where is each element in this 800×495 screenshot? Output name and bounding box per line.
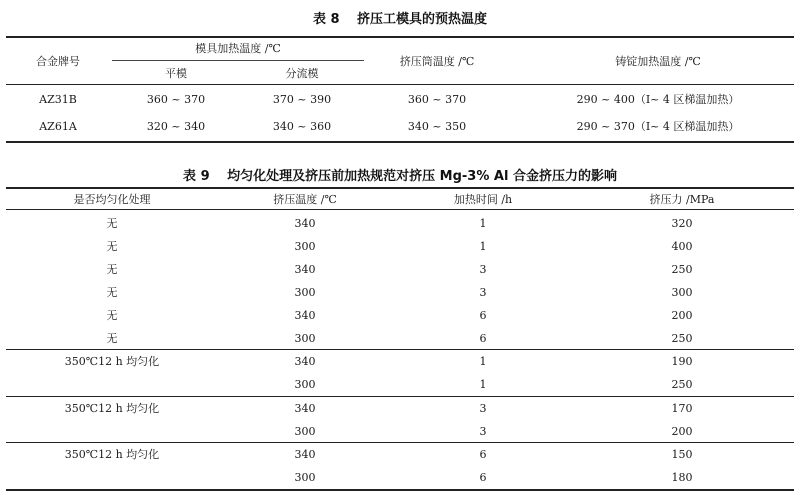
table9-row6-temp: 300 (294, 332, 316, 345)
table9-header-time: 加热时间 /h (453, 193, 513, 206)
table8-top-rule (6, 36, 794, 38)
table9-row4-temp: 300 (294, 286, 316, 299)
table9-row2-force: 400 (671, 240, 693, 253)
table9-row3-time: 3 (479, 263, 487, 276)
table9-header-rule (6, 209, 794, 210)
table8-group-rule (112, 60, 364, 61)
table9-row12-temp: 300 (294, 471, 316, 484)
table9-row6-time: 6 (479, 332, 487, 345)
table9-row12-time: 6 (479, 471, 487, 484)
table9-row2-temp: 300 (294, 240, 316, 253)
table9-group-rule-1 (6, 349, 794, 350)
table9-header-temp: 挤压温度 /℃ (273, 193, 337, 206)
table9-row11-force: 150 (671, 448, 693, 461)
table9-bottom-rule (6, 489, 794, 491)
table9-row4-time: 3 (479, 286, 487, 299)
table8-row1-billet: 290 ~ 400（Ⅰ~ 4 区梯温加热） (576, 93, 740, 106)
table9-row1-temp: 340 (294, 217, 316, 230)
table8-row1-container: 360 ~ 370 (407, 93, 467, 106)
table8-header-alloy: 合金牌号 (36, 55, 80, 68)
table9-top-rule (6, 187, 794, 189)
table9-row4-homogenized: 无 (106, 286, 118, 299)
table9-header-force: 挤压力 /MPa (649, 193, 715, 206)
table9-row7-time: 1 (479, 355, 487, 368)
table8-row1-porthole-die: 370 ~ 390 (272, 93, 332, 106)
table9-row1-time: 1 (479, 217, 487, 230)
table9-row11-homogenized: 350℃12 h 均匀化 (64, 448, 160, 461)
table9-row10-temp: 300 (294, 425, 316, 438)
table9-row12-force: 180 (671, 471, 693, 484)
table9-row5-homogenized: 无 (106, 309, 118, 322)
table8-header-porthole-die: 分流模 (285, 67, 319, 80)
table8-row1-alloy: AZ31B (39, 93, 77, 106)
table9-row6-force: 250 (671, 332, 693, 345)
table8-row2-porthole-die: 340 ~ 360 (272, 120, 332, 133)
table9-row9-temp: 340 (294, 402, 316, 415)
table9-row7-force: 190 (671, 355, 693, 368)
table8-caption: 表 8 挤压工模具的预热温度 (312, 12, 488, 27)
table9-group-rule-3 (6, 442, 794, 443)
table9-row3-homogenized: 无 (106, 263, 118, 276)
table8-header-die-group: 模具加热温度 /℃ (195, 42, 281, 55)
table8-row2-flat-die: 320 ~ 340 (146, 120, 206, 133)
table9-row1-force: 320 (671, 217, 693, 230)
table9-row1-homogenized: 无 (106, 217, 118, 230)
table8-row2-alloy: AZ61A (39, 120, 77, 133)
table8-header-billet: 铸锭加热温度 /℃ (615, 55, 701, 68)
table9-row7-temp: 340 (294, 355, 316, 368)
table8-row2-billet: 290 ~ 370（Ⅰ~ 4 区梯温加热） (576, 120, 740, 133)
table9-row7-homogenized: 350℃12 h 均匀化 (64, 355, 160, 368)
table9-row5-temp: 340 (294, 309, 316, 322)
table9-row9-homogenized: 350℃12 h 均匀化 (64, 402, 160, 415)
table9-row11-temp: 340 (294, 448, 316, 461)
table8-header-rule (6, 84, 794, 85)
table8-row1-flat-die: 360 ~ 370 (146, 93, 206, 106)
table9-row8-temp: 300 (294, 378, 316, 391)
table9-header-homogenized: 是否均匀化处理 (73, 193, 151, 206)
table8-row2-container: 340 ~ 350 (407, 120, 467, 133)
table9-row5-time: 6 (479, 309, 487, 322)
table9-row3-force: 250 (671, 263, 693, 276)
table9-row2-homogenized: 无 (106, 240, 118, 253)
table9-row9-force: 170 (671, 402, 693, 415)
table9-group-rule-2 (6, 396, 794, 397)
table9-row9-time: 3 (479, 402, 487, 415)
table9-row4-force: 300 (671, 286, 693, 299)
table9-row2-time: 1 (479, 240, 487, 253)
table9-row10-force: 200 (671, 425, 693, 438)
table9-row11-time: 6 (479, 448, 487, 461)
table9-row8-force: 250 (671, 378, 693, 391)
table9-row8-time: 1 (479, 378, 487, 391)
table9-row3-temp: 340 (294, 263, 316, 276)
table9-caption: 表 9 均匀化处理及挤压前加热规范对挤压 Mg-3% Al 合金挤压力的影响 (183, 169, 617, 184)
table8-bottom-rule (6, 141, 794, 143)
table8-header-flat-die: 平模 (165, 67, 187, 80)
table9-row6-homogenized: 无 (106, 332, 118, 345)
table9-row5-force: 200 (671, 309, 693, 322)
table9-row10-time: 3 (479, 425, 487, 438)
table8-header-container: 挤压筒温度 /℃ (399, 55, 475, 68)
